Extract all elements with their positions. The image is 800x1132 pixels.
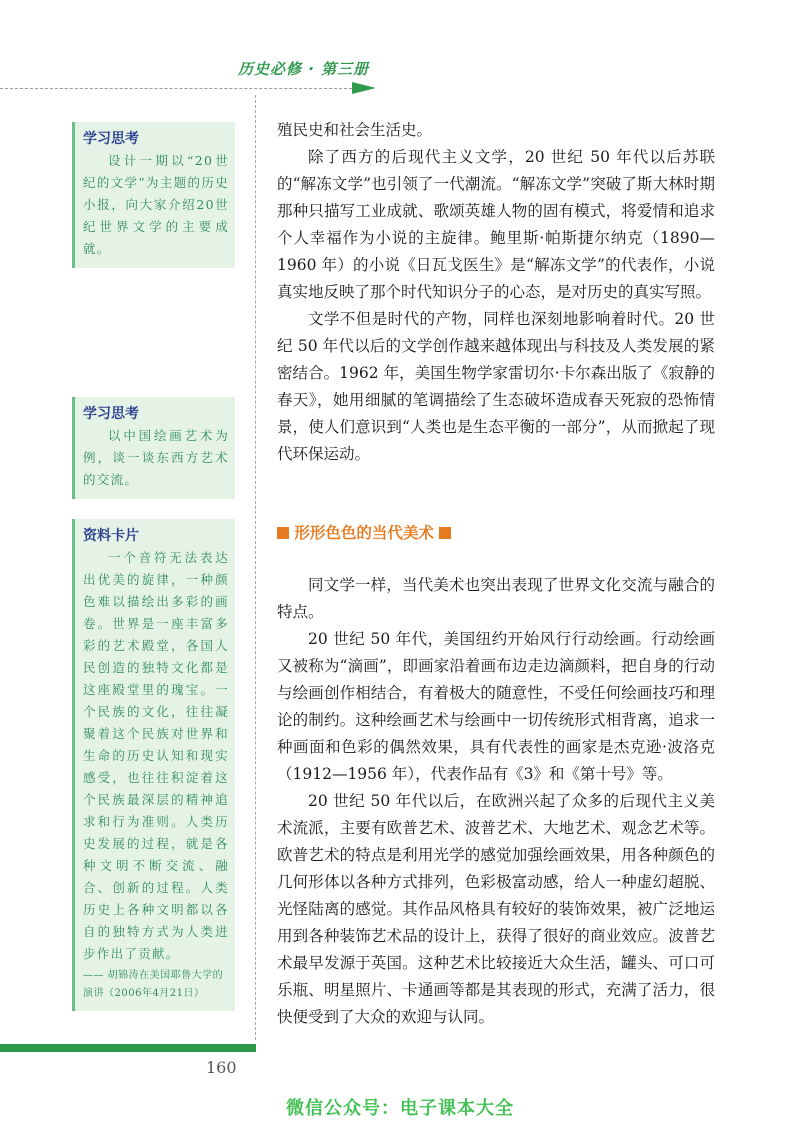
sidebar-box-title: 资料卡片: [83, 528, 139, 544]
square-bullet-icon: [277, 527, 289, 539]
paragraph: 殖民史和社会生活史。: [277, 121, 433, 139]
header-dashed-rule: [0, 88, 352, 89]
footer-green-bar: [0, 1044, 256, 1052]
sidebar-box-material-card: [72, 519, 235, 1011]
paragraph: 同文学一样，当代美术也突出表现了世界文化交流与融合的特点。: [277, 576, 715, 621]
quote-source: —— 胡锦涛在美国耶鲁大学的演讲（2006年4月21日）: [83, 970, 224, 999]
header-arrow-icon: [352, 82, 376, 94]
square-bullet-icon: [439, 527, 451, 539]
paragraph: 20 世纪 50 年代，美国纽约开始风行行动绘画。行动绘画又被称为“滴画”，即画家沿着画布边走边滴颜料，把自身的行动与绘画创作相结合，有着极大的随意性，不受任何绘画技巧和理论的制约。这种绘画艺术与绘画中一切传统形式相背离，追求一种画面和色彩的偶然效果，具有代表性的画家是杰克逊·波洛克（1912—1956 年），代表作品有《3》和《第十号》等。: [277, 630, 715, 783]
page-number: 160: [206, 1058, 237, 1077]
section-heading-text: 形形色色的当代美术: [294, 524, 434, 542]
paragraph: 文学不但是时代的产物，同样也深刻地影响着时代。20 世纪 50 年代以后的文学创作越来越体现出与科技及人类发展的紧密结合。1962 年，美国生物学家雷切尔·卡尔森出版了《寂静的春天》，她用细腻的笔调描绘了生态破坏造成春天死寂的恐怖情景，使人们意识到“人类也是生态平衡的一部分”，从而掀起了现代环保运动。: [277, 310, 715, 463]
paragraph: 除了西方的后现代主义文学，20 世纪 50 年代以后苏联的“解冻文学”也引领了一代潮流。“解冻文学”突破了斯大林时期那种只描写工业成就、歌颂英雄人物的固有模式，将爱情和追求个人幸福作为小说的主旋律。鲍里斯·帕斯捷尔纳克（1890—1960 年）的小说《日瓦戈医生》是“解冻文学”的代表作，小说真实地反映了那个时代知识分子的心态，是对历史的真实写照。: [277, 148, 715, 301]
sidebar-box-title: 学习思考: [83, 131, 139, 147]
watermark-text: 微信公众号：电子课本大全: [286, 1098, 514, 1119]
section-heading: [277, 521, 451, 543]
sidebar-box-title: 学习思考: [83, 406, 139, 422]
sidebar-box-text: 一个音符无法表达出优美的旋律，一种颜色难以描绘出多彩的画卷。世界是一座丰富多彩的艺术殿堂，各国人民创造的独特文化都是这座殿堂里的瑰宝。一个民族的文化，往往凝聚着这个民族对世界和生命的历史认知和现实感受，也往往积淀着这个民族最深层的精神追求和行为准则。人类历史发展的过程，就是各种文明不断交流、融合、创新的过程。人类历史上各种文明都以各自的独特方式为人类进步作出了贡献。: [83, 550, 229, 961]
sidebar-box-text: 设计一期以“20世纪的文学”为主题的历史小报，向大家介绍20世纪世界文学的主要成就。: [83, 153, 229, 256]
paragraph: 20 世纪 50 年代以后，在欧洲兴起了众多的后现代主义美术流派，主要有欧普艺术、波普艺术、大地艺术、观念艺术等。欧普艺术的特点是利用光学的感觉加强绘画效果，用各种颜色的几何形体以各种方式排列，色彩极富动感，给人一种虚幻超脱、光怪陆离的感觉。其作品风格具有较好的装饰效果，被广泛地运用到各种装饰艺术品的设计上，获得了很好的商业效应。波普艺术最早发源于英国。这种艺术比较接近大众生活，罐头、可口可乐瓶、明星照片、卡通画等都是其表现的形式，充满了活力，很快便受到了大众的欢迎与认同。: [277, 792, 715, 1026]
sidebar-box-study-thinking-1: [72, 122, 235, 268]
sidebar-box-study-thinking-2: [72, 397, 235, 499]
main-text-upper: [277, 117, 715, 468]
main-text-lower: [277, 572, 715, 1031]
column-divider: [255, 95, 256, 1040]
sidebar-box-text: 以中国绘画艺术为例，谈一谈东西方艺术的交流。: [83, 428, 229, 487]
running-header-title: 历史必修 · 第三册: [238, 60, 370, 78]
